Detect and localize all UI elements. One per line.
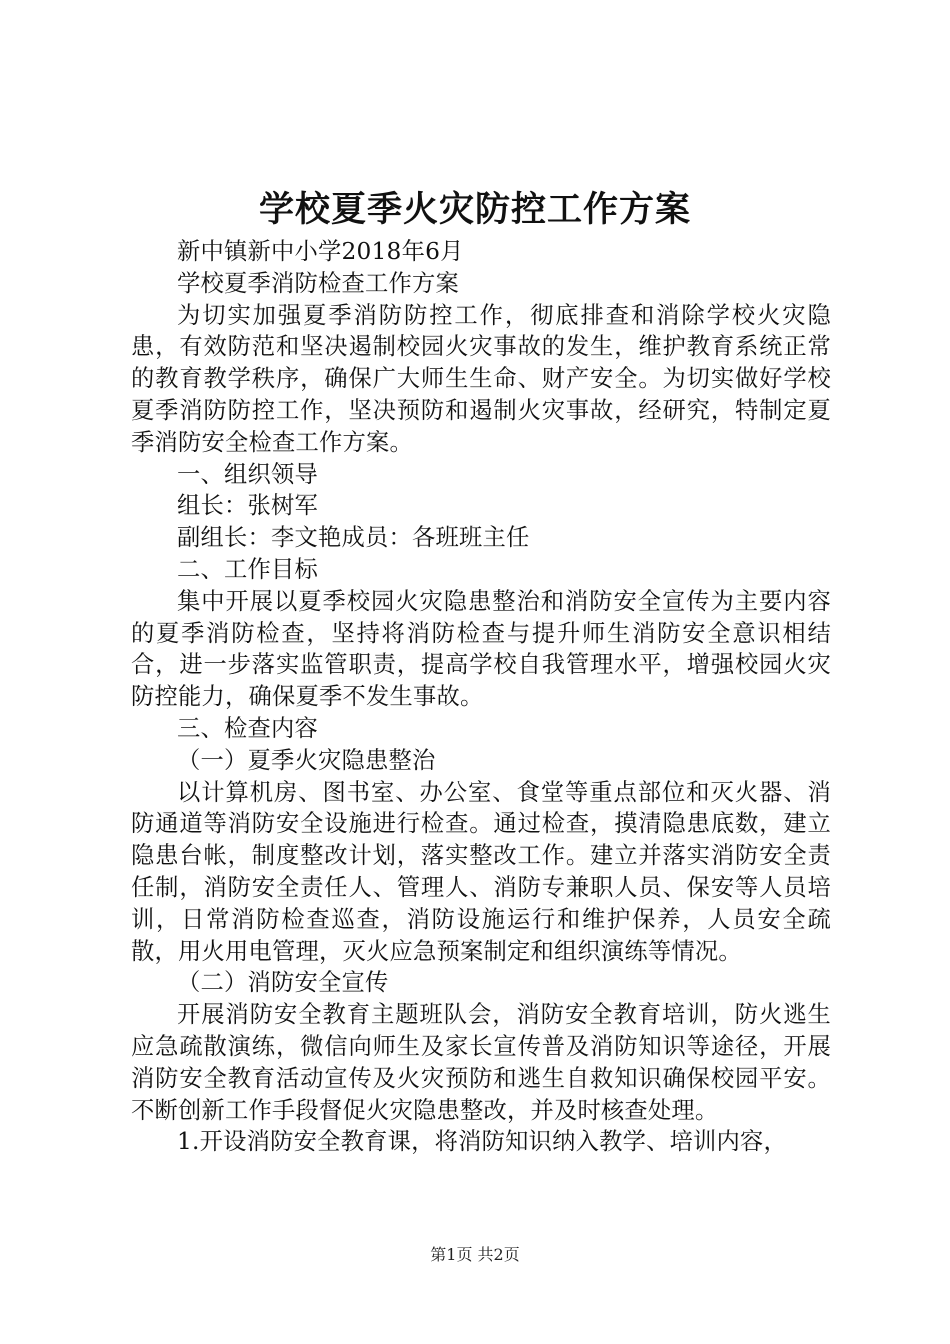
subheading-hazard-rectification: （一）夏季火灾隐患整治 [177, 746, 436, 774]
paragraph-date-line: 新中镇新中小学2018年6月 [177, 238, 464, 265]
document-title: 学校夏季火灾防控工作方案 [258, 189, 691, 230]
paragraph-goals: 集中开展以夏季校园火灾隐患整治和消防安全宣传为主要内容的夏季消防检查，坚持将消防检查与提升师生消防安全意识相结合，进一步落实监管职责，提高学校自我管理水平，增强校园火灾防控能力，确保夏季不发生事故。 [131, 587, 831, 711]
list-item-1: 1.开设消防安全教育课，将消防知识纳入教学、培训内容， [177, 1128, 788, 1156]
heading-organization: 一、组织领导 [177, 460, 318, 488]
subheading-safety-publicity: （二）消防安全宣传 [177, 969, 389, 997]
paragraph-deputy-members: 副组长：李文艳成员：各班班主任 [177, 524, 530, 552]
heading-inspection-content: 三、检查内容 [177, 714, 318, 742]
paragraph-safety-publicity: 开展消防安全教育主题班队会，消防安全教育培训，防火逃生应急疏散演练，微信向师生及家长宣传普及消防知识等途径，开展消防安全教育活动宣传及火灾预防和逃生自救知识确保校园平安。不断创新工作手段督促火灾隐患整改，并及时核查处理。 [131, 1001, 831, 1124]
paragraph-subtitle: 学校夏季消防检查工作方案 [177, 269, 459, 297]
paragraph-hazard-rectification: 以计算机房、图书室、办公室、食堂等重点部位和灭火器、消防通道等消防安全设施进行检查。通过检查，摸清隐患底数，建立隐患台帐，制度整改计划，落实整改工作。建立并落实消防安全责任制，消防安全责任人、管理人、消防专兼职人员、保安等人员培训，日常消防检查巡查，消防设施运行和维护保养，人员安全疏散，用火用电管理，灭火应急预案制定和组织演练等情况。 [131, 778, 831, 965]
paragraph-intro: 为切实加强夏季消防防控工作，彻底排查和消除学校火灾隐患，有效防范和坚决遏制校园火灾事故的发生，维护教育系统正常的教育教学秩序，确保广大师生生命、财产安全。为切实做好学校夏季消防防控工作，坚决预防和遏制火灾事故，经研究，特制定夏季消防安全检查工作方案。 [131, 301, 831, 456]
heading-goals: 二、工作目标 [177, 555, 318, 583]
page-footer: 第1页 共2页 [430, 1245, 520, 1264]
paragraph-team-leader: 组长：张树军 [177, 492, 318, 520]
document-body [131, 236, 831, 1158]
